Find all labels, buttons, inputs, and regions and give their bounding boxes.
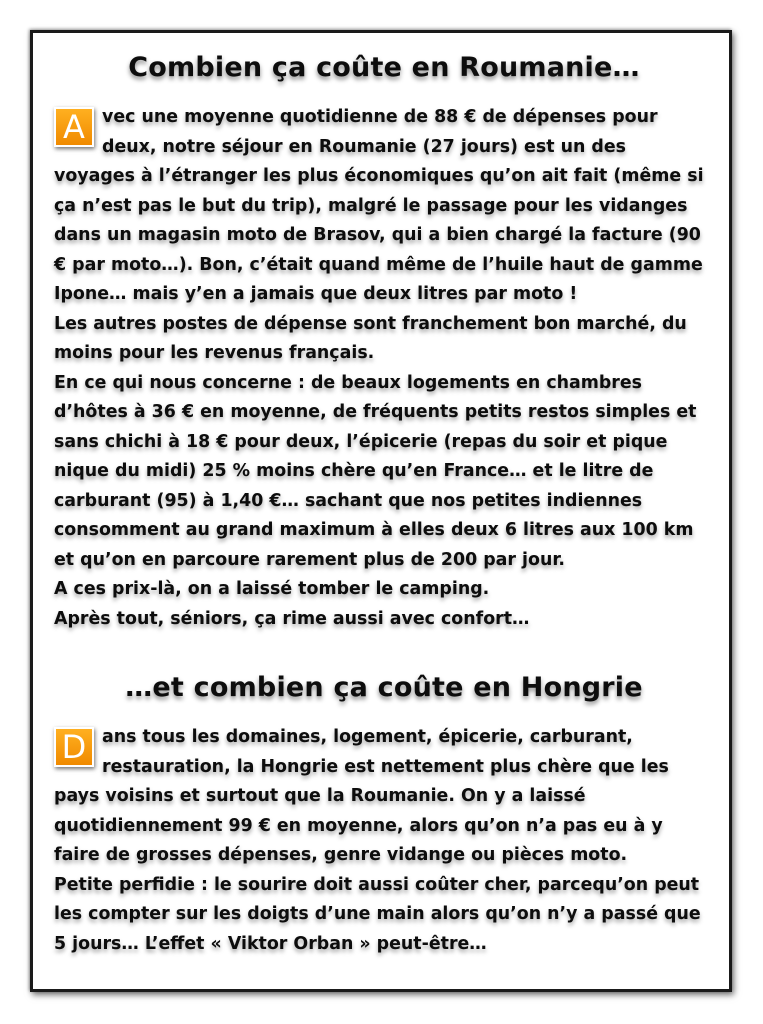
text-line: En ce qui nous concerne : de beaux logements en chambres	[54, 372, 643, 393]
section-title-romania: Combien ça coûte en Roumanie…	[128, 52, 640, 83]
text-line: quotidiennement 99 € en moyenne, alors qu’on n’a pas eu à y	[54, 815, 663, 836]
text-line: Après tout, séniors, ça rime aussi avec confort…	[54, 608, 530, 629]
text-line: carburant (95) à 1,40 €… sachant que nos petites indiennes	[54, 490, 643, 511]
text-line: consomment au grand maximum à elles deux 6 litres aux 100 km	[54, 520, 694, 540]
text-line: sans chichi à 18 € pour deux, l’épicerie (repas du soir et pique	[54, 431, 668, 452]
section-title-hungary: …et combien ça coûte en Hongrie	[125, 672, 643, 703]
text-line: dans un magasin moto de Brasov, qui a bien chargé la facture (90	[54, 225, 701, 245]
text-line: ans tous les domaines, logement, épicerie, carburant,	[102, 727, 633, 747]
text-line: Ipone… mais y’en a jamais que deux litres par moto !	[54, 284, 578, 304]
text-line: d’hôtes à 36 € en moyenne, de fréquents petits restos simples et	[54, 402, 697, 422]
text-line: restauration, la Hongrie est nettement plus chère que les	[102, 756, 669, 777]
text-line: € par moto…). Bon, c’était quand même de l’huile haut de gamme	[54, 254, 703, 275]
text-line: nique du midi) 25 % moins chère qu’en France… et le litre de	[54, 461, 654, 481]
text-line: et qu’on en parcoure rarement plus de 200 par jour.	[54, 549, 566, 570]
text-line: 5 jours… L’effet « Viktor Orban » peut-être…	[54, 933, 487, 954]
dropcap-d: D	[54, 727, 94, 767]
text-line: voyages à l’étranger les plus économiques qu’on ait fait (même si	[54, 166, 704, 186]
dropcap-a: A	[54, 107, 94, 147]
text-line: vec une moyenne quotidienne de 88 € de dépenses pour	[102, 107, 658, 127]
text-line: Petite perfidie : le sourire doit aussi coûter cher, parcequ’on peut	[54, 874, 700, 895]
text-line: les compter sur les doigts d’une main alors qu’on n’y a passé que	[54, 904, 701, 924]
section-hungary	[54, 672, 714, 959]
section-romania	[54, 52, 714, 634]
text-line: ça n’est pas le but du trip), malgré le passage pour les vidanges	[54, 195, 688, 216]
paragraph-romania	[54, 103, 714, 634]
paragraph-hungary	[54, 723, 714, 959]
text-line: faire de grosses dépenses, genre vidange ou pièces moto.	[54, 845, 628, 865]
text-line: deux, notre séjour en Roumanie (27 jours) est un des	[102, 136, 626, 157]
text-line: moins pour les revenus français.	[54, 343, 375, 363]
text-line: Les autres postes de dépense sont franchement bon marché, du	[54, 313, 687, 334]
text-line: A ces prix-là, on a laissé tomber le camping.	[54, 579, 490, 599]
text-line: pays voisins et surtout que la Roumanie. On y a laissé	[54, 786, 586, 806]
